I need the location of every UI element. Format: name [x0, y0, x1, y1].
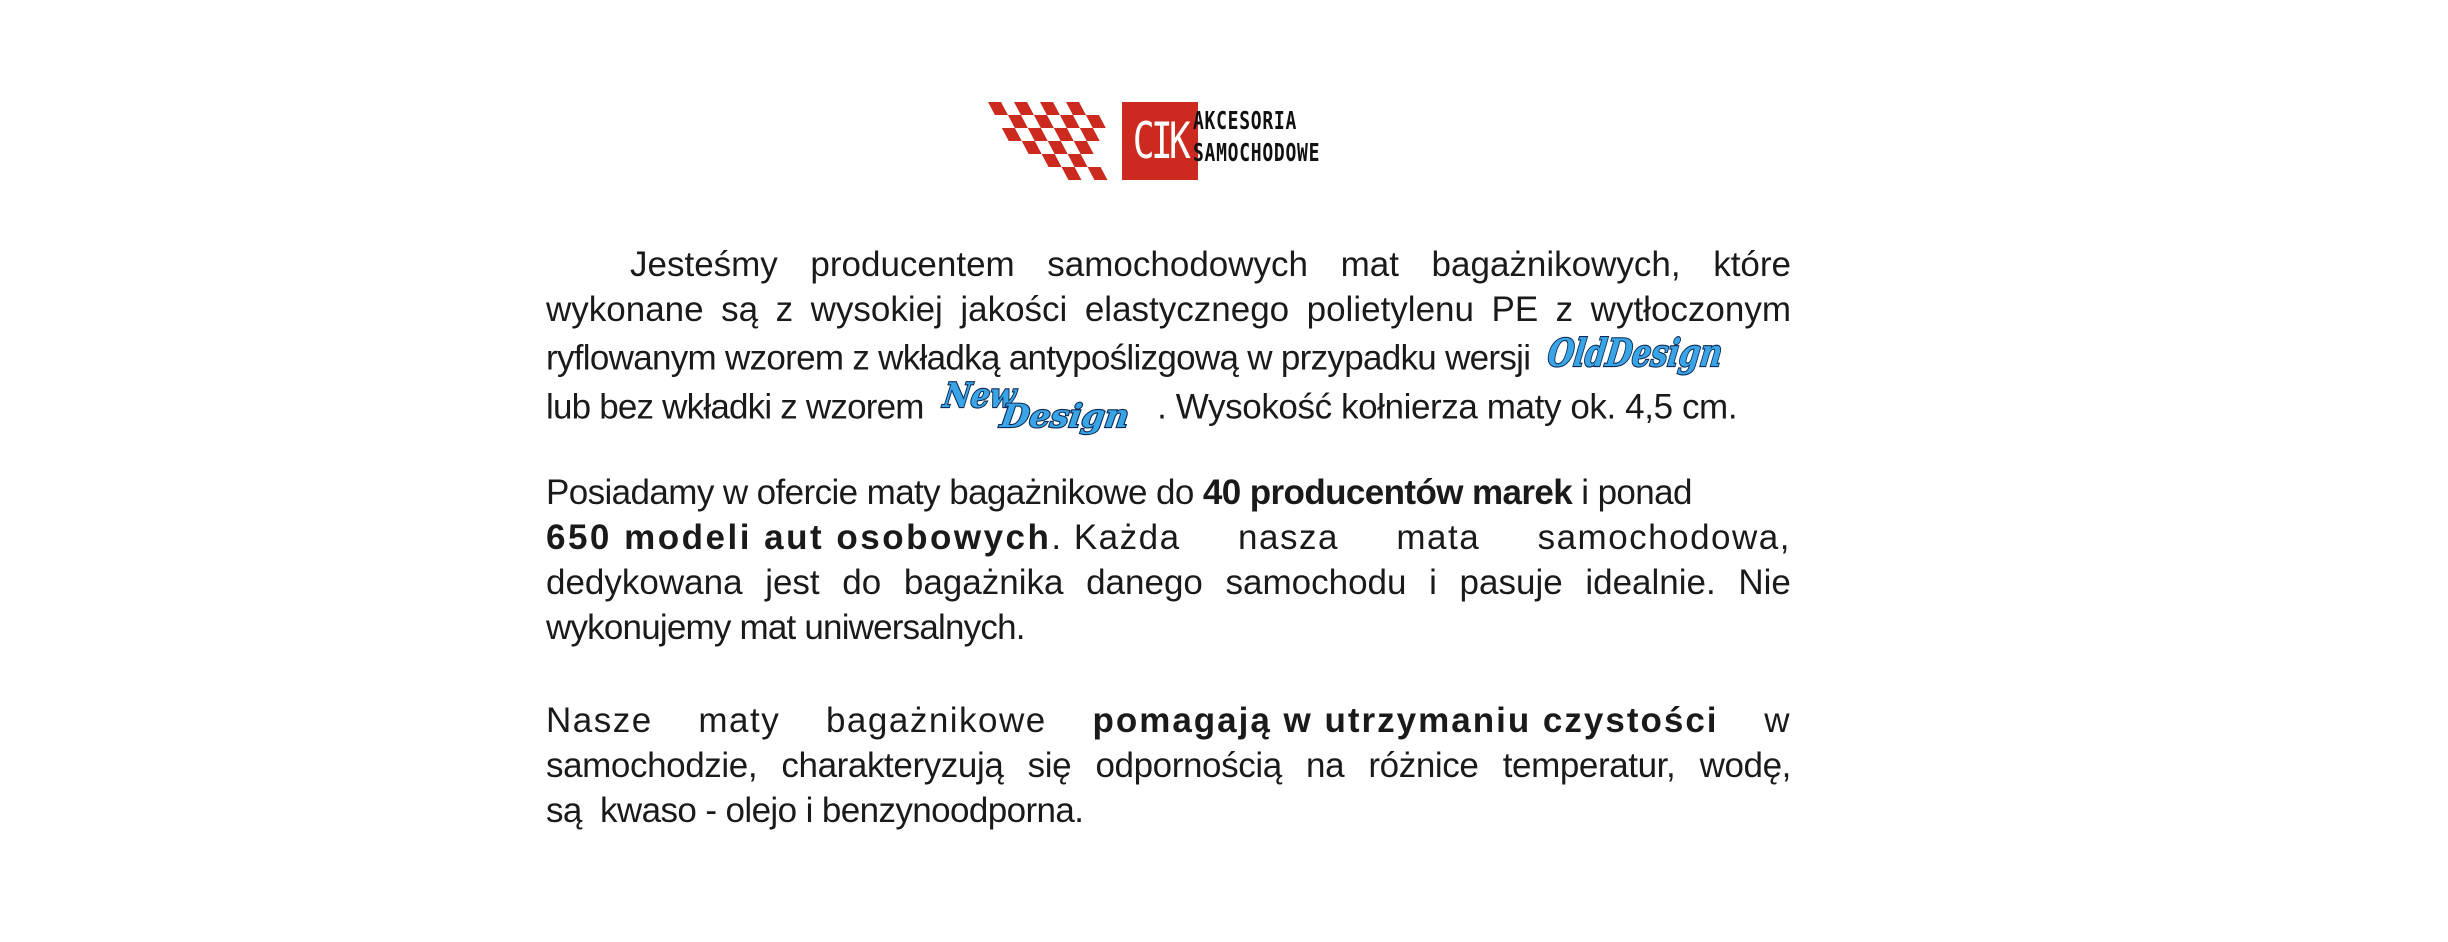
p3-line-2-word-6: temperatur, — [1502, 746, 1676, 785]
p3-line-2-word-1: charakteryzują — [781, 746, 1004, 785]
p2-line-2-word-0: . Każda — [1051, 518, 1181, 557]
logo-line-2: SAMOCHODOWE — [1193, 138, 1321, 167]
cik-logo — [1004, 99, 1364, 181]
p1-line-1-word-1: producentem — [810, 245, 1015, 284]
p2-line-2-word-1: nasza — [1238, 518, 1339, 557]
p2-line-3-word-1: jest — [765, 563, 820, 602]
p1-line-2-word-7: PE — [1491, 290, 1539, 329]
logo-cik-text: CIK — [1132, 112, 1188, 170]
p2-line-1-pre: Posiadamy w ofercie maty bagażnikowe do — [546, 473, 1194, 512]
p1-line-3-text: ryflowanym wzorem z wkładką antypoślizgową w przypadku wersji — [546, 338, 1531, 378]
p2-line-3-word-6: i — [1429, 563, 1437, 602]
p1-line-1-word-4: bagażnikowych, — [1431, 245, 1681, 284]
p1-line-2-word-0: wykonane — [546, 290, 704, 329]
p3-line-2-word-0: samochodzie, — [546, 746, 758, 785]
p1-line-2-word-6: polietylenu — [1306, 290, 1474, 329]
p3-line-2 — [546, 743, 1791, 788]
svg-text:New: New — [941, 376, 1029, 416]
p2-line-3-word-4: danego — [1086, 563, 1203, 602]
p3-line-2-word-2: się — [1027, 746, 1072, 785]
p1-line-3 — [546, 332, 1791, 377]
p2-line-1 — [546, 470, 1791, 515]
p2-line-3-word-0: dedykowana — [546, 563, 743, 602]
p3-line-2-word-4: na — [1306, 746, 1345, 785]
p2-line-3-word-5: samochodu — [1225, 563, 1407, 602]
logo-subtitle — [1193, 105, 1320, 169]
p1-line-2-word-8: z — [1555, 290, 1574, 329]
p3-line-1 — [546, 698, 1791, 743]
p1-line-1-word-5: które — [1713, 245, 1791, 284]
p3-line-1-word-1: maty — [698, 701, 781, 740]
p1-line-1 — [546, 242, 1791, 287]
old-design-logo — [1542, 326, 1773, 382]
p2-line-2-group — [546, 515, 1181, 560]
p3-line-1-word-2: bagażnikowe — [825, 701, 1047, 740]
description-text — [546, 242, 1791, 881]
p1-line-2-word-2: z — [775, 290, 794, 329]
p2-line-3-word-3: bagażnika — [903, 563, 1064, 602]
paragraph-1 — [546, 242, 1791, 435]
paragraph-3 — [546, 698, 1791, 833]
p2-line-3-word-8: idealnie. — [1585, 563, 1716, 602]
p1-line-2-word-3: wysokiej — [810, 290, 943, 329]
p2-line-3 — [546, 560, 1791, 605]
svg-text:Design: Design — [998, 397, 1128, 435]
logo-line-1: AKCESORIA — [1193, 106, 1298, 135]
p2-line-2 — [546, 515, 1791, 560]
new-design-graphic — [937, 373, 1147, 437]
p3-line-3-text: są kwaso - olejo i benzynoodporna. — [546, 791, 1084, 830]
p3-line-2-word-3: odpornością — [1095, 746, 1282, 785]
p1-line-2-word-4: jakości — [960, 290, 1068, 329]
p1-line-1-word-3: mat — [1340, 245, 1399, 284]
p2-line-2-word-3: samochodowa, — [1537, 518, 1791, 557]
p3-cleanliness-highlight: pomagają w utrzymaniu czystości — [1092, 701, 1719, 740]
p2-brands-count: 40 producentów marek — [1202, 473, 1573, 512]
p1-line-2-word-1: są — [721, 290, 759, 329]
p3-line-1-word-0: Nasze — [546, 701, 653, 740]
p2-line-2-word-2: mata — [1396, 518, 1481, 557]
p2-models-count: 650 modeli aut osobowych — [546, 518, 1052, 557]
p3-line-2-word-7: wodę, — [1699, 746, 1791, 785]
p1-line-4-pre: lub bez wkładki z wzorem — [546, 387, 924, 427]
svg-text:OldDesign: OldDesign — [1545, 331, 1773, 376]
p1-line-1-word-2: samochodowych — [1047, 245, 1308, 284]
paragraph-2 — [546, 470, 1791, 650]
p3-line-2-word-5: różnice — [1368, 746, 1479, 785]
p2-line-4 — [546, 605, 1791, 650]
p2-line-1-post: i ponad — [1581, 473, 1692, 512]
p2-line-4-text: wykonujemy mat uniwersalnych. — [546, 608, 1025, 647]
p3-line-1-post: w — [1764, 701, 1791, 740]
new-design-logo — [937, 373, 1147, 437]
p2-line-3-word-9: Nie — [1738, 563, 1791, 602]
p1-line-2-word-5: elastycznego — [1084, 290, 1290, 329]
p1-line-1-word-0: Jesteśmy — [630, 245, 778, 284]
p1-line-2-word-9: wytłoczonym — [1590, 290, 1791, 329]
p3-line-3 — [546, 788, 1791, 833]
p2-line-3-word-7: pasuje — [1459, 563, 1563, 602]
old-design-graphic — [1542, 326, 1773, 382]
p2-line-3-word-2: do — [842, 563, 882, 602]
p1-line-4-post: . Wysokość kołnierza maty ok. 4,5 cm. — [1157, 387, 1738, 427]
p1-line-4 — [546, 376, 1791, 435]
